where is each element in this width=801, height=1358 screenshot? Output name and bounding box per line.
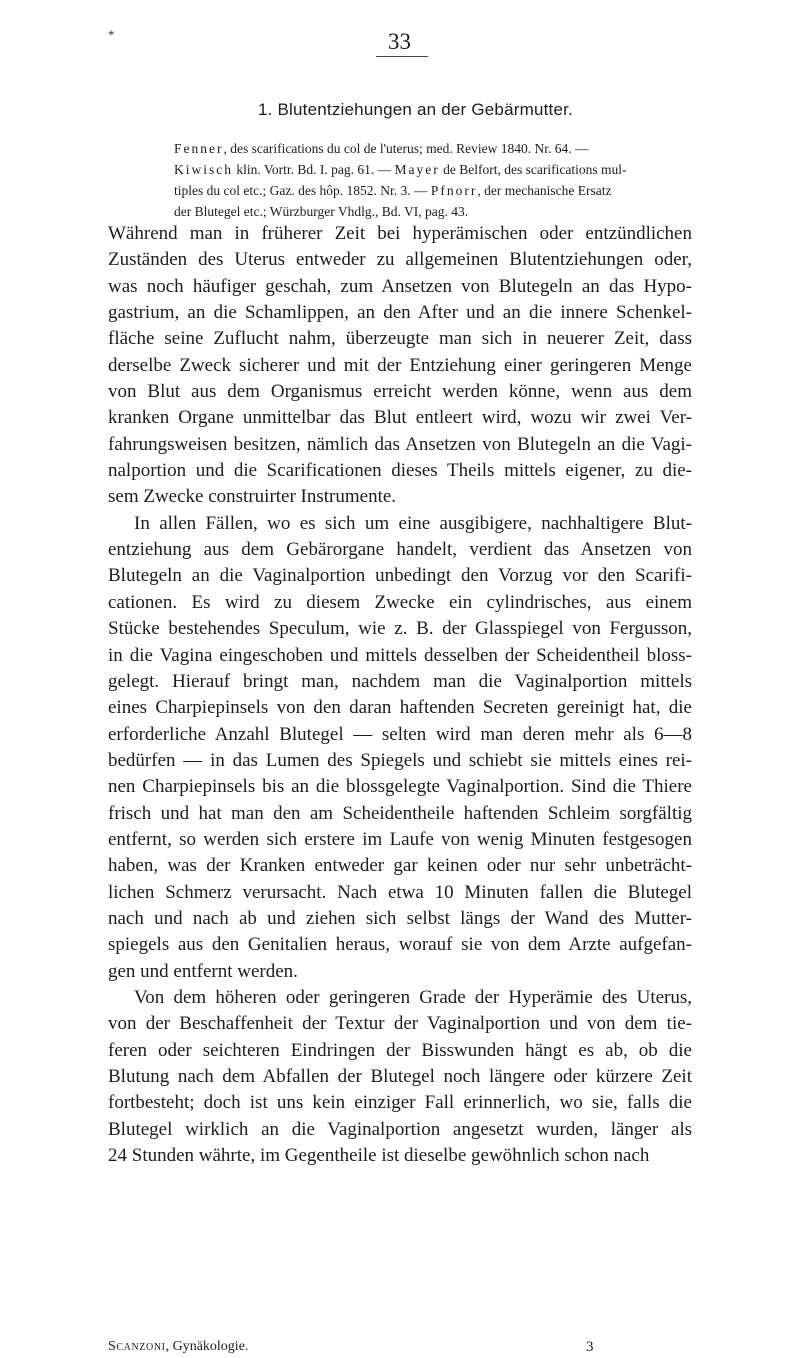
body-line: nen Charpiepinsels bis an die blossgelegte Vaginalportion. Sind die Thiere xyxy=(108,776,692,798)
body-line: feren oder seichteren Eindringen der Bisswunden hängt es ab, ob die xyxy=(108,1039,692,1061)
body-line: gastrium, an die Schamlippen, an den After und an die innere Schenkel- xyxy=(108,302,692,324)
body-line: entfernt, so werden sich erstere im Laufe von wenig Minuten festgesogen xyxy=(108,828,692,850)
body-line: kranken Organe unmittelbar das Blut entleert wird, wozu wir zwei Ver- xyxy=(108,407,692,429)
body-line: spiegels aus den Genitalien heraus, worauf sie von dem Arzte aufgefan- xyxy=(108,934,692,956)
body-line: In allen Fällen, wo es sich um eine ausgibigere, nachhaltigere Blut- xyxy=(134,512,692,534)
body-line: Stücke bestehendes Speculum, wie z. B. der Glasspiegel von Fergusson, xyxy=(108,618,692,640)
body-line: was noch häufiger geschah, zum Ansetzen von Blutegeln an das Hypo- xyxy=(108,275,692,297)
reference-author: Pfnorr xyxy=(430,183,478,198)
body-line: haben, was der Kranken entweder gar keinen oder nur sehr unbeträcht- xyxy=(108,855,692,877)
body-line: fahrungsweisen besitzen, nämlich das Ansetzen von Blutegeln an die Vagi- xyxy=(108,433,692,455)
body-line: von der Beschaffenheit der Textur der Vaginalportion und von dem tie- xyxy=(108,1013,692,1035)
body-line: derselbe Zweck sicherer und mit der Entziehung einer geringeren Menge xyxy=(108,354,692,376)
reference-author: Fenner xyxy=(174,141,224,156)
body-line: Blutegeln an die Vaginalportion unbedingt den Vorzug vor den Scarifi- xyxy=(108,565,692,587)
body-line: Blutegel wirklich an die Vaginalportion angesetzt wurden, länger als xyxy=(108,1118,692,1140)
body-line: fortbesteht; doch ist uns kein einziger Fall erinnerlich, wo sie, falls die xyxy=(108,1092,692,1114)
references-block xyxy=(174,138,650,222)
body-line: fläche seine Zuflucht nahm, überzeugte man sich in neuerer Zeit, dass xyxy=(108,328,692,350)
footer-title: , Gynäkologie. xyxy=(165,1339,249,1354)
body-line: eines Charpiepinsels von den daran haftenden Secreten gereinigt hat, die xyxy=(108,697,692,719)
reference-text: , des scarifications du col de l'uterus; med. Review 1840. Nr. 64. — xyxy=(223,141,589,156)
reference-line xyxy=(174,180,650,201)
body-line: cationen. Es wird zu diesem Zwecke ein cylindrisches, aus einem xyxy=(108,591,692,613)
body-line: gen und entfernt werden. xyxy=(108,960,298,982)
reference-author: Kiwisch xyxy=(174,162,233,177)
body-line: 24 Stunden währte, im Gegentheile ist dieselbe gewöhnlich schon nach xyxy=(108,1145,650,1167)
body-line: nalportion und die Scarificationen dieses Theils mittels eigener, zu die- xyxy=(108,460,692,482)
reference-text: de Belfort, des scarifications mul- xyxy=(439,162,627,177)
body-line: Zuständen des Uterus entweder zu allgemeinen Blutentziehungen oder, xyxy=(108,249,692,271)
reference-text: , der mechanische Ersatz xyxy=(477,183,612,198)
body-line: Von dem höheren oder geringeren Grade der Hyperämie des Uterus, xyxy=(134,986,692,1008)
footer xyxy=(108,1340,648,1354)
body-line: gelegt. Hierauf bringt man, nachdem man die Vaginalportion mittels xyxy=(108,670,692,692)
body-line: von Blut aus dem Organismus erreicht werden könne, wenn aus dem xyxy=(108,381,692,403)
reference-line xyxy=(174,138,650,159)
printer-mark: * xyxy=(108,27,115,42)
body-line: erforderliche Anzahl Blutegel — selten wird man deren mehr als 6—8 xyxy=(108,723,692,745)
body-text xyxy=(108,221,692,1169)
page-number-rule xyxy=(376,56,428,57)
body-line: entziehung aus dem Gebärorgane handelt, verdient das Ansetzen von xyxy=(108,539,692,561)
body-line: in die Vagina eingeschoben und mittels desselben der Scheidentheil bloss- xyxy=(108,644,692,666)
reference-line xyxy=(174,201,650,222)
section-title: 1. Blutentziehungen an der Gebärmutter. xyxy=(258,100,573,119)
reference-line xyxy=(174,159,650,180)
page-number: 33 xyxy=(388,29,411,54)
body-line: frisch und hat man den am Scheidentheile haftenden Schleim sorgfältig xyxy=(108,802,692,824)
body-line: Während man in früherer Zeit bei hyperämischen oder entzündlichen xyxy=(108,223,692,244)
reference-text: klin. Vortr. Bd. I. pag. 61. — xyxy=(233,162,395,177)
footer-author: Scanzoni xyxy=(108,1339,166,1354)
body-line: nach und nach ab und ziehen sich selbst längs der Wand des Mutter- xyxy=(108,907,692,929)
body-line: sem Zwecke construirter Instrumente. xyxy=(108,486,397,508)
sheet-number: 3 xyxy=(586,1339,594,1355)
reference-text: der Blutegel etc.; Würzburger Vhdlg., Bd. VI, pag. 43. xyxy=(174,204,469,219)
body-line: bedürfen — in das Lumen des Spiegels und schiebt sie mittels eines rei- xyxy=(108,749,692,771)
body-line: lichen Schmerz verursacht. Nach etwa 10 Minuten fallen die Blutegel xyxy=(108,881,692,903)
reference-author: Mayer xyxy=(394,162,440,177)
body-line: Blutung nach dem Abfallen der Blutegel noch längere oder kürzere Zeit xyxy=(108,1066,692,1087)
reference-text: tiples du col etc.; Gaz. des hôp. 1852. Nr. 3. — xyxy=(174,183,431,198)
